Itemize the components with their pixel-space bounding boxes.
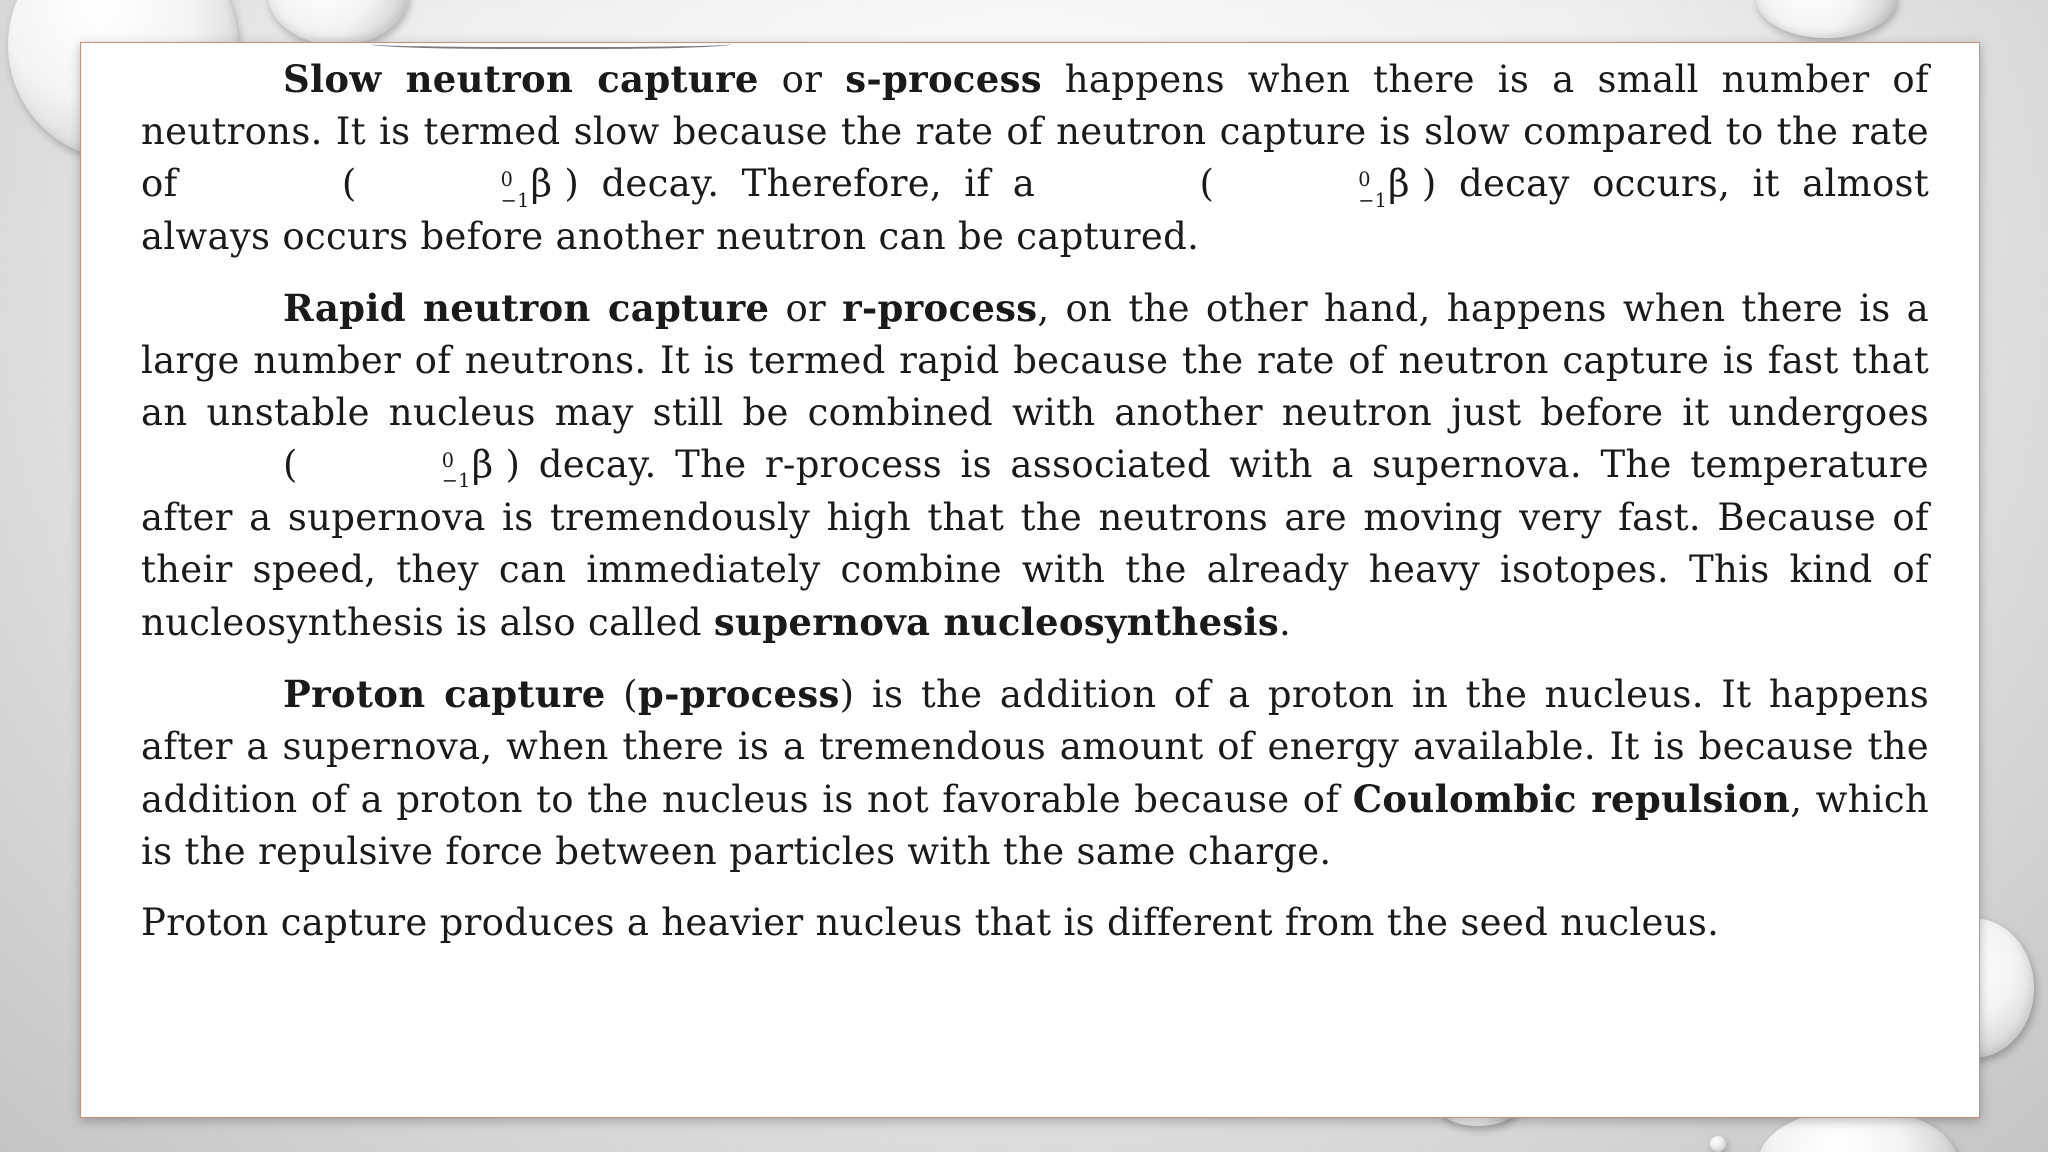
text-run: decay. The r-process is associated with a supernova. The temperature after a supernova is tremendously high that the neutrons are moving very fast. Because of their speed, they can immediately combine with the already heavy isotopes. This kind of nucleosynthesis is also called [141,442,1929,644]
mass-number: 0 [500,168,514,192]
text-run: ) is the addition of a proton in the nucleus. It happens after a supernova, when there is a tremendous amount of energy available. It is because the addition of a proton to the nucleus is not favorable because of [141,672,1929,821]
charge-number: −1 [1358,188,1388,212]
body-text [141,53,1929,949]
text-run: , which is the repulsive force between particles with the same charge. [141,777,1929,873]
beta-particle-notation: ( 0 −1 β ) [283,442,521,493]
text-run: happens when there is a small number of neutrons. It is termed slow because the rate of neutron capture is slow compared to the rate of [141,58,1929,205]
slide-page [80,42,1980,1118]
paragraph-r-process [141,282,1929,649]
key-term: p-process [637,671,840,716]
beta-symbol: β [530,162,553,205]
mass-number: 0 [1358,168,1371,192]
mass-number: 0 [441,449,455,473]
cropped-text-fragment [371,42,731,49]
beta-particle-notation: ( 0 −1 β ) [341,162,580,212]
beta-symbol: β [1388,162,1410,205]
water-drop-decoration [268,0,408,45]
nuclide-scripts [300,451,471,491]
key-term: s-process [845,57,1042,101]
text-run: or [769,286,843,330]
key-term: Slow neutron capture [283,57,759,101]
text-run: decay. Therefore, if a [579,162,1058,205]
text-run: . [1279,600,1292,644]
water-drop-decoration [1756,0,1896,38]
key-term: supernova nucleosynthesis [713,599,1280,644]
key-term: r-process [842,285,1038,330]
text-run: ( [605,672,638,716]
paragraph-s-process [141,53,1929,263]
beta-symbol: β [471,442,494,486]
key-term: Coulombic repulsion [1352,776,1791,821]
text-run: or [758,58,846,101]
charge-number: −1 [441,469,471,493]
text-run: decay occurs, it almost always occurs before another neutron can be captured. [141,162,1930,258]
charge-number: −1 [500,188,530,212]
text-run: , on the other hand, happens when there is a large number of neutrons. It is termed rapid because the rate of neutron capture is fast that an unstable nucleus may still be combined with another neutron just before it undergoes [141,286,1930,434]
nuclide-scripts [1216,170,1387,210]
paragraph-proton-capture-result [141,897,1929,949]
beta-particle-notation: ( 0 −1 β ) [1199,162,1437,212]
nuclide-scripts [359,170,530,210]
text-run: Proton capture produces a heavier nucleus that is different from the seed nucleus. [141,900,1720,944]
water-drop-decoration [1710,1136,1726,1152]
key-term: Proton capture [283,671,606,716]
key-term: Rapid neutron capture [283,285,770,330]
paragraph-p-process [141,668,1929,878]
